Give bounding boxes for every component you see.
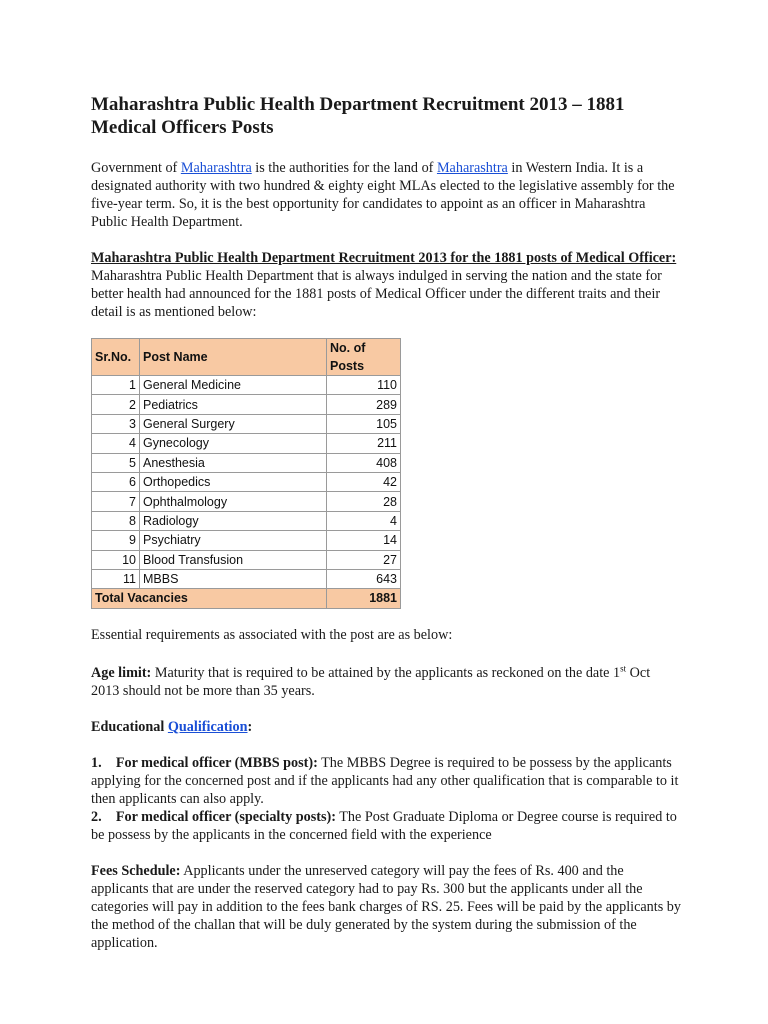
total-row xyxy=(92,589,401,608)
age-limit-text-2: Oct 2013 should not be more than 35 years. xyxy=(91,664,651,699)
recruitment-heading: Maharashtra Public Health Department Recruitment 2013 for the 1881 posts of Medical Officer: xyxy=(91,250,677,266)
page-title: Maharashtra Public Health Department Recruitment 2013 – 1881 Medical Officers Posts xyxy=(91,94,625,138)
intro-text-3: in Western India. It is a designated authority with two hundred & eighty eight MLAs elected to the legislative assembly for the five-year term. So, it is the best opportunity for candidates to appoint as an officer in Maharashtra Public Health Department. xyxy=(91,160,675,230)
education-colon: : xyxy=(247,718,253,735)
cell-sr-no: 11 xyxy=(92,569,140,588)
intro-text-1: Government of xyxy=(91,160,181,176)
cell-sr-no: 3 xyxy=(92,414,140,433)
table-row xyxy=(92,492,401,511)
cell-no-of-posts: 28 xyxy=(327,492,401,511)
age-limit-label: Age limit: xyxy=(91,664,152,681)
fees-schedule-label: Fees Schedule: xyxy=(91,862,181,879)
maharashtra-link-1[interactable]: Maharashtra xyxy=(180,160,252,176)
cell-post-name: MBBS xyxy=(140,569,327,588)
cell-no-of-posts: 110 xyxy=(327,376,401,395)
table-row xyxy=(92,472,401,491)
total-value: 1881 xyxy=(327,589,401,608)
cell-no-of-posts: 105 xyxy=(327,414,401,433)
item-2-number: 2. xyxy=(91,808,102,825)
age-limit-text: Maturity that is required to be attained by the applicants as reckoned on the date 1 xyxy=(151,664,621,681)
fees-schedule-paragraph xyxy=(91,862,681,952)
cell-post-name: Orthopedics xyxy=(140,472,327,491)
item-1-text: The MBBS Degree is required to be possess by the applicants applying for the concerned post and if the applicants had any other qualification that is comparable to it then applicants can also apply. xyxy=(91,754,679,807)
header-no-of-posts: No. of Posts xyxy=(327,339,401,376)
table-row xyxy=(92,434,401,453)
table-row xyxy=(92,531,401,550)
cell-post-name: Blood Transfusion xyxy=(140,550,327,569)
total-label: Total Vacancies xyxy=(92,589,327,608)
age-limit-superscript: st xyxy=(620,662,627,673)
qualification-link[interactable]: Qualification xyxy=(167,718,248,735)
cell-post-name: Psychiatry xyxy=(140,531,327,550)
cell-sr-no: 5 xyxy=(92,453,140,472)
recruitment-paragraph xyxy=(91,249,681,321)
header-sr-no: Sr.No. xyxy=(92,339,140,376)
cell-post-name: General Surgery xyxy=(140,414,327,433)
cell-post-name: Pediatrics xyxy=(140,395,327,414)
cell-sr-no: 6 xyxy=(92,472,140,491)
table-header-row xyxy=(92,339,401,376)
cell-no-of-posts: 643 xyxy=(327,569,401,588)
fees-schedule-text: Applicants under the unreserved category will pay the fees of Rs. 400 and the applicants that are under the reserved category had to pay Rs. 300 but the applicants under all the categories will pay in addition to the fees bank charges of RS. 25. Fees will be paid by the applicants by the method of the challan that will be duly generated by the system during the submission of the application. xyxy=(91,862,681,951)
cell-post-name: Gynecology xyxy=(140,434,327,453)
cell-no-of-posts: 27 xyxy=(327,550,401,569)
education-heading xyxy=(91,718,681,736)
table-row xyxy=(92,376,401,395)
table-body xyxy=(92,376,401,589)
item-2-label: For medical officer (specialty posts): xyxy=(115,808,336,825)
cell-sr-no: 7 xyxy=(92,492,140,511)
document-body xyxy=(91,93,681,952)
essential-requirements-text: Essential requirements as associated with the post are as below: xyxy=(91,626,453,643)
education-label: Educational xyxy=(91,718,168,735)
cell-sr-no: 4 xyxy=(92,434,140,453)
cell-post-name: Anesthesia xyxy=(140,453,327,472)
cell-no-of-posts: 289 xyxy=(327,395,401,414)
cell-post-name: Radiology xyxy=(140,511,327,530)
cell-no-of-posts: 14 xyxy=(327,531,401,550)
item-1-number: 1. xyxy=(91,754,102,771)
cell-sr-no: 8 xyxy=(92,511,140,530)
item-2-text: The Post Graduate Diploma or Degree course is required to be possess by the applicants in the concerned field with the experience xyxy=(91,808,677,843)
item-1-label: For medical officer (MBBS post): xyxy=(115,754,318,771)
cell-post-name: General Medicine xyxy=(140,376,327,395)
table-row xyxy=(92,414,401,433)
intro-paragraph xyxy=(91,159,681,231)
maharashtra-link-2[interactable]: Maharashtra xyxy=(436,160,508,176)
qualification-item-2 xyxy=(91,808,681,844)
cell-sr-no: 9 xyxy=(92,531,140,550)
cell-no-of-posts: 211 xyxy=(327,434,401,453)
cell-sr-no: 1 xyxy=(92,376,140,395)
table-row xyxy=(92,395,401,414)
table-row xyxy=(92,569,401,588)
table-row xyxy=(92,550,401,569)
table-row xyxy=(92,511,401,530)
cell-no-of-posts: 4 xyxy=(327,511,401,530)
recruitment-text: Maharashtra Public Health Department that is always indulged in serving the nation and the state for better health had announced for the 1881 posts of Medical Officer under the different traits and their detail is as mentioned below: xyxy=(91,268,662,320)
cell-sr-no: 2 xyxy=(92,395,140,414)
cell-sr-no: 10 xyxy=(92,550,140,569)
header-post-name: Post Name xyxy=(140,339,327,376)
age-limit-paragraph xyxy=(91,664,681,700)
table-row xyxy=(92,453,401,472)
cell-no-of-posts: 42 xyxy=(327,472,401,491)
posts-table xyxy=(91,338,401,609)
cell-post-name: Ophthalmology xyxy=(140,492,327,511)
cell-no-of-posts: 408 xyxy=(327,453,401,472)
intro-text-2: is the authorities for the land of xyxy=(251,160,437,176)
qualification-item-1 xyxy=(91,754,681,808)
